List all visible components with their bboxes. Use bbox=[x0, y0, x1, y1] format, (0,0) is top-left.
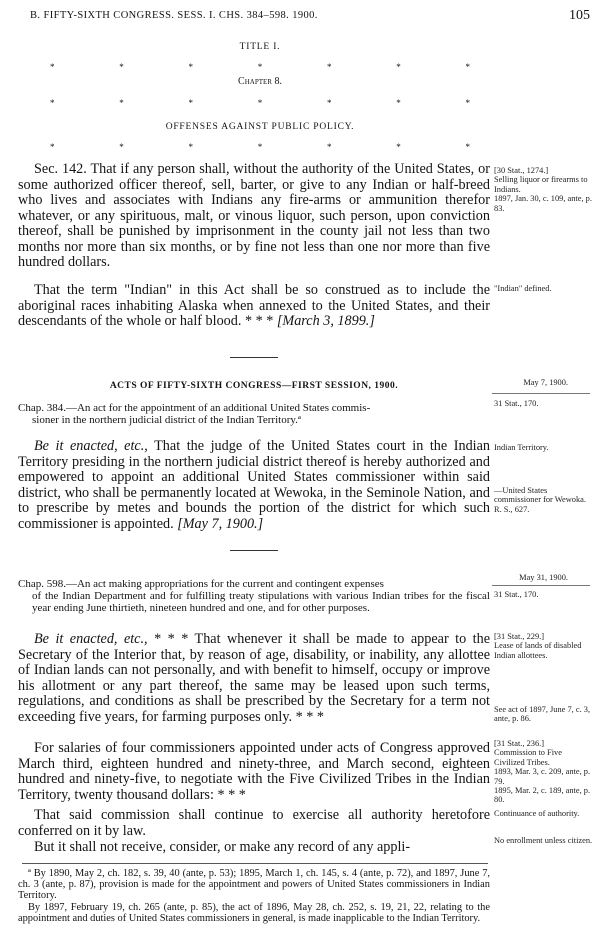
margin-rule bbox=[492, 585, 590, 586]
acts-title: ACTS OF FIFTY-SIXTH CONGRESS—FIRST SESSION, 1900. bbox=[109, 381, 399, 391]
footnote-rule bbox=[22, 863, 488, 864]
indian-definition-text: That the term "Indian" in this Act shall be so construed as to include the aboriginal races inhabiting Alaska when annexed to the United States, and their descendants of the whole or half blood. * * * [March 3, 1899.] bbox=[18, 282, 490, 329]
margin-rule bbox=[492, 393, 590, 394]
footnote bbox=[18, 868, 490, 924]
divider bbox=[230, 550, 278, 551]
running-head: B. FIFTY-SIXTH CONGRESS. SESS. I. CHS. 384–598. 1900. bbox=[30, 10, 318, 21]
page-number: 105 bbox=[569, 8, 590, 23]
chap-598-head: Chap. 598.—An act making appropriations for the current and contingent expenses of the Indian Department and for fulfilling treaty stipulations with various Indian tribes for the fiscal year ending June thirtieth, nineteen hundred and one, and for other purposes. bbox=[18, 578, 490, 615]
margin-note-continuance: Continuance of authority. bbox=[494, 809, 580, 818]
chapter-heading: Chapter 8. bbox=[238, 76, 282, 87]
margin-note-see-act: See act of 1897, June 7, c. 3, ante, p. 86. bbox=[494, 705, 591, 724]
star-row: * * * * * * * bbox=[50, 142, 470, 152]
footnote-a: ª By 1890, May 2, ch. 182, s. 39, 40 (ante, p. 53); 1895, March 1, ch. 145, s. 4 (ante, p. 72), and 1897, June 7, ch. 3 (ante, p. 87), provision is made for the appointment and powers of United States commissioners in Indian Territory. bbox=[18, 868, 490, 902]
margin-date-may31: May 31, 1900. bbox=[519, 573, 568, 582]
star-row: * * * * * * * bbox=[50, 62, 470, 72]
page-header bbox=[30, 8, 590, 28]
chap-384-text: Be it enacted, etc., That the judge of the United States court in the Indian Territory presiding in the northern judicial district thereof is hereby authorized and empowered to appoint an additional United States commissioner within said district, who shall be permanently located at Wewoka, in the Seminole Nation, and to prescribe by metes and bounds the portion of the district for which such commissioner is appointed. [May 7, 1900.] bbox=[18, 438, 491, 532]
section-heading: OFFENSES AGAINST PUBLIC POLICY. bbox=[165, 122, 355, 132]
margin-note-selling-liquor: [30 Stat., 1274.] Selling liquor or firearms to Indians. 1897, Jan. 30, c. 109, ante, p. 83. bbox=[494, 166, 592, 213]
chap-598-enrollment-text: But it shall not receive, consider, or make any record of any appli- bbox=[34, 839, 411, 855]
chap-598-salaries-text: For salaries of four commissioners appointed under acts of Congress approved March third, eighteen hundred and ninety-three, and March second, eighteen hundred and ninety-five, to negotiate with the Five Civilized Tribes in the Indian Territory, twenty thousand dollars: * * * bbox=[18, 740, 490, 803]
chap-384-head: Chap. 384.—An act for the appointment of an additional United States commis- sioner in the northern judicial district of the Indian Territory.ª bbox=[18, 402, 371, 427]
margin-note-commission: [31 Stat., 236.] Commission to Five Civilized Tribes. 1893, Mar. 3, c. 209, ante, p. 79. 1895, Mar. 2, c. 189, ante, p. 80. bbox=[494, 739, 591, 805]
chap-598-commission-text: That said commission shall continue to exercise all authority heretofore conferred on it by law. bbox=[18, 807, 490, 839]
margin-note-lease: [31 Stat., 229.] Lease of lands of disabled Indian allottees. bbox=[494, 632, 582, 660]
margin-note-indian-defined: "Indian" defined. bbox=[494, 284, 552, 293]
chap-598-lease-text: Be it enacted, etc., * * * That whenever it shall be made to appear to the Secretary of the Interior that, by reason of age, disability, or inability, any allottee of Indian lands can not personally, and with benefit to himself, occupy or improve his allotment or any part thereof, the same may be leased upon such terms, regulations, and conditions as shall be prescribed by the Secretary for a term not exceeding five years, for farming purposes only. * * * bbox=[18, 631, 491, 725]
margin-note-no-enrollment: No enrollment unless citizen. bbox=[494, 836, 593, 845]
footnote-b: By 1897, February 19, ch. 265 (ante, p. 85), the act of 1896, May 28, ch. 252, s. 19, 21, 22, relating to the appointment and duties of United States commissioners in general, is made inapplicable to the Indian Territory. bbox=[18, 901, 490, 924]
margin-stat-170: 31 Stat., 170. bbox=[494, 590, 539, 599]
margin-note-indian-territory: Indian Territory. bbox=[494, 443, 549, 452]
margin-stat-170: 31 Stat., 170. bbox=[494, 399, 539, 408]
title-heading: TITLE I. bbox=[239, 42, 281, 52]
margin-date-may7: May 7, 1900. bbox=[523, 378, 568, 387]
margin-note-wewoka: —United States commissioner for Wewoka. R. S., 627. bbox=[494, 486, 586, 514]
divider bbox=[230, 357, 278, 358]
star-row: * * * * * * * bbox=[50, 98, 470, 108]
sec-142-text: Sec. 142. That if any person shall, without the authority of the United States, or some authorized officer thereof, sell, barter, or give to any Indian or half-breed who lives and associates with Indians any fire-arms or ammunition therefor whatever, or any spirituous, malt, or vinous liquor, such person, upon conviction thereof, shall be punished by imprisonment in the county jail not less than two months nor more than six months, or by fine not less than one nor more than five hundred dollars. bbox=[18, 161, 490, 270]
